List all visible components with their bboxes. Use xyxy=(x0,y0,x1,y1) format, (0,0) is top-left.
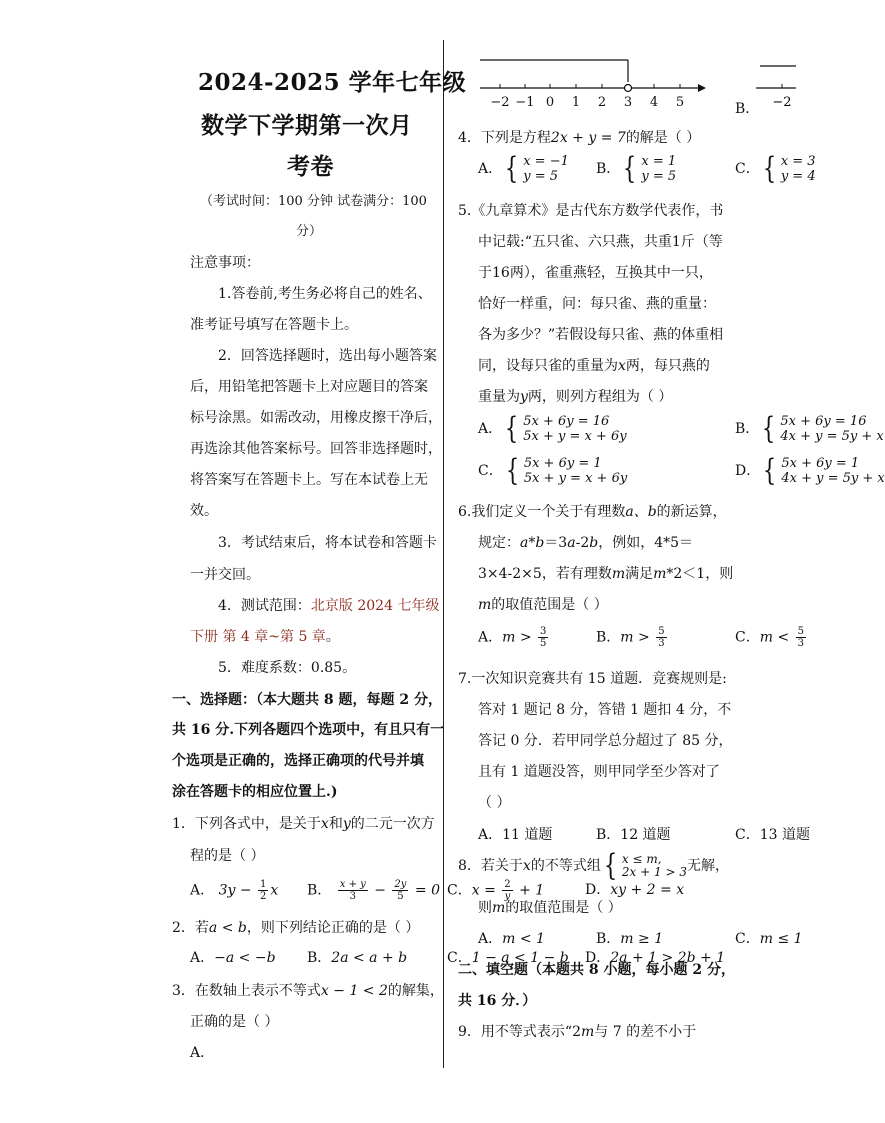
q8-option-a[interactable] xyxy=(478,928,545,948)
q2-option-d-expr: 2a + 1 > 2b + 1 xyxy=(610,950,726,966)
q5-c-row-2: 5x + y = x + 6y xyxy=(523,471,628,486)
title-line-1: 2024-2025 学年七年级 xyxy=(198,69,467,96)
q6-line-3-mid: 满足 xyxy=(625,566,654,582)
q6-var-a: a xyxy=(567,535,576,551)
q7-option-c-label: C． xyxy=(735,827,760,843)
q1-option-d-expr: xy + 2 = x xyxy=(610,882,685,898)
q4-option-c[interactable]: C． { x = 3 y = 4 xyxy=(735,151,816,186)
q5-line-7-pre: 重量为 xyxy=(478,389,520,405)
q2-stem xyxy=(172,917,419,937)
q7-option-b[interactable] xyxy=(596,824,671,844)
q6-option-b-frac xyxy=(656,626,666,649)
q1-option-a-label: A． xyxy=(190,882,215,899)
number-line-figure-b xyxy=(756,50,796,112)
q5-a-row-2: 5x + y = x + 6y xyxy=(523,429,627,444)
q2-option-a-expr: −a < −b xyxy=(214,950,276,966)
q2-option-c-label: C． xyxy=(447,950,472,966)
q4-c-row-1: x = 3 xyxy=(780,154,816,169)
q5-b-row-2: 4x + y = 5y + x xyxy=(780,429,884,444)
q2-option-b-expr: 2a < a + b xyxy=(331,950,408,966)
open-circle-icon xyxy=(625,85,632,92)
q8-option-b[interactable] xyxy=(596,928,663,948)
section-2-line-1: 二、填空题（本题共 8 小题，每小题 2 分， xyxy=(458,962,735,978)
q1-option-a-post: x xyxy=(270,882,279,899)
note-1-line-2: 准考证号填写在答题卡上。 xyxy=(190,317,358,333)
q6-var-m-2: m xyxy=(478,597,492,613)
section-1-line-3: 个选项是正确的，选择正确项的代号并填 xyxy=(172,753,424,769)
q8-option-c-label: C． xyxy=(735,931,760,947)
q1-option-b-frac-1 xyxy=(338,879,368,902)
q3-stem-post: 的解集， xyxy=(387,983,444,999)
q6-line-3-pre: 3×4-2×5，若有理数 xyxy=(478,566,612,582)
notes-heading: 注意事项： xyxy=(190,255,260,271)
note-4-line-1 xyxy=(218,595,439,615)
q6-option-c-frac xyxy=(796,626,806,649)
section-1-line-4: 涂在答题卡的相应位置上.) xyxy=(172,784,338,800)
q5-option-d-label: D． xyxy=(735,463,761,479)
q7-option-a-text: 11 道题 xyxy=(502,827,553,843)
q6-var-m: m xyxy=(611,566,626,582)
frac-num: 5 xyxy=(658,626,665,637)
q8-option-b-expr: m ≥ 1 xyxy=(620,931,664,947)
title-line-2: 数学下学期第一次月 xyxy=(201,112,413,139)
q8-var-x: x xyxy=(522,858,531,874)
q8-stem-post: 无解， xyxy=(686,858,729,874)
q7-option-a-label: A． xyxy=(478,827,503,843)
q2-option-c[interactable] xyxy=(447,947,569,967)
q5-option-a[interactable]: A． { 5x + 6y = 16 5x + y = x + 6y xyxy=(478,411,627,446)
frac-den: 2 xyxy=(260,891,267,902)
q1-stem-tail: 的二元一次方 xyxy=(350,816,435,832)
test-scope-text: 北京版 2024 七年级 xyxy=(310,598,440,614)
q1-option-a-pre: 3y − xyxy=(218,882,257,899)
q4-option-b[interactable]: B． { x = 1 y = 5 xyxy=(596,151,677,186)
q5-line-4: 恰好一样重，问：每只雀、燕的重量： xyxy=(478,296,716,312)
q5-option-b[interactable]: B． { 5x + 6y = 16 4x + y = 5y + x xyxy=(735,411,884,446)
q6-line-3 xyxy=(478,563,733,583)
note-2-line-1: 2．回答选择题时，选出每小题答案 xyxy=(218,348,437,364)
q7-line-5: （ ） xyxy=(478,795,511,811)
q3-option-b-label[interactable]: B． xyxy=(735,101,760,117)
q4-stem xyxy=(458,127,700,147)
frac-den: 5 xyxy=(397,891,404,902)
q6-line-2-mid: ＝3 xyxy=(544,535,568,551)
q6-definition: a*b xyxy=(520,535,545,551)
frac-num: 2y xyxy=(394,879,407,890)
q5-option-a-label: A． xyxy=(478,421,503,437)
q7-option-a[interactable] xyxy=(478,824,552,844)
q9-stem-pre: 9．用不等式表示“2 xyxy=(458,1024,581,1040)
q5-c-row-1: 5x + 6y = 1 xyxy=(523,456,602,471)
q5-line-6-pre: 同，设每只雀的重量为 xyxy=(478,358,618,374)
q1-option-d[interactable] xyxy=(585,879,684,899)
q8-stem-pre: 8．若关于 xyxy=(458,858,523,874)
q5-line-3: 于16两），雀重燕轻，互换其中一只， xyxy=(478,265,713,281)
q8-option-a-expr: m < 1 xyxy=(502,931,545,947)
q6-line-1 xyxy=(458,501,727,521)
q6-option-c-pre: m < xyxy=(759,629,794,646)
tick-label: 3 xyxy=(623,95,633,110)
q6-option-b[interactable] xyxy=(596,626,669,649)
q6-option-b-label: B． xyxy=(596,629,621,646)
q2-option-d[interactable] xyxy=(585,947,725,967)
frac-num: 2 xyxy=(504,879,511,890)
q8-option-a-label: A． xyxy=(478,931,503,947)
q7-line-2: 答对 1 题记 8 分，答错 1 题扣 4 分，不 xyxy=(478,702,732,718)
tick-label: −1 xyxy=(515,95,535,110)
q6-option-c[interactable] xyxy=(735,626,808,649)
q6-option-a-pre: m > xyxy=(502,629,537,646)
q1-and: 和 xyxy=(328,816,343,832)
q3-stem-pre: 3．在数轴上表示不等式 xyxy=(172,983,321,999)
q4-option-c-label: C． xyxy=(735,161,760,177)
q8-var-m: m xyxy=(492,900,506,916)
tick-label: −2 xyxy=(490,95,510,110)
q1-var-y: y xyxy=(342,816,351,832)
note-2-line-4: 再选涂其他答案标号。回答非选择题时， xyxy=(190,441,442,457)
q4-b-row-2: y = 5 xyxy=(641,169,677,184)
column-divider xyxy=(443,40,444,1068)
q7-line-4: 且有 1 道题没答，则甲同学至少答对了 xyxy=(478,764,720,780)
q5-line-7-post: 两，则列方程组为（ ） xyxy=(527,389,673,405)
q5-a-row-1: 5x + 6y = 16 xyxy=(523,414,610,429)
tick-label: 0 xyxy=(545,95,555,110)
q7-line-3: 答记 0 分．若甲同学总分超过了 85 分， xyxy=(478,733,733,749)
q1-stem-line-1 xyxy=(172,813,435,833)
q3-stem xyxy=(172,980,444,1000)
q9-stem-post: 与 7 的差不小于 xyxy=(594,1024,697,1040)
q5-line-7 xyxy=(478,386,672,406)
q1-option-b-minus: − xyxy=(369,882,391,899)
tick-label: 5 xyxy=(675,95,685,110)
q5-var-y: y xyxy=(520,389,528,405)
title-line-3: 考卷 xyxy=(287,153,334,180)
note-2-line-3: 标号涂黑。如需改动，用橡皮擦干净后， xyxy=(190,410,442,426)
q1-option-a[interactable] xyxy=(190,879,278,902)
q5-line-5: 各为多少？”若假设每只雀、燕的体重相 xyxy=(478,327,724,343)
q6-line-4 xyxy=(478,594,608,614)
q2-option-d-label: D． xyxy=(585,950,611,966)
q2-stem-math: a < b xyxy=(208,920,247,936)
q5-d-row-2: 4x + y = 5y + x xyxy=(781,471,885,486)
note-4-suffix: 。 xyxy=(325,629,340,645)
q5-option-d[interactable]: D． { 5x + 6y = 1 4x + y = 5y + x xyxy=(735,453,885,488)
tick-label: 1 xyxy=(571,95,581,110)
number-line-figure xyxy=(470,50,710,112)
q4-stem-math: 2x + y = 7 xyxy=(550,130,626,146)
q8-stem-mid: 的不等式组 xyxy=(530,858,601,874)
q6-option-a-frac xyxy=(538,626,548,649)
q1-var-x: x xyxy=(320,816,329,832)
note-2-line-2: 后，用铅笔把答题卡上对应题目的答案 xyxy=(190,379,428,395)
q1-option-b-frac-2 xyxy=(392,879,408,902)
q7-option-b-label: B． xyxy=(596,827,621,843)
q7-option-b-text: 12 道题 xyxy=(620,827,671,843)
q4-stem-pre: 4．下列是方程 xyxy=(458,130,551,146)
tick-label: −2 xyxy=(772,95,792,110)
test-scope-text-2: 下册 第 4 章~第 5 章 xyxy=(190,629,326,645)
q1-option-b-post: = 0 xyxy=(410,882,440,899)
q4-a-row-1: x = −1 xyxy=(523,154,569,169)
q6-line-1-pre: 6.我们定义一个关于有理数 xyxy=(458,504,626,520)
q6-option-a[interactable] xyxy=(478,626,550,649)
q7-option-c[interactable] xyxy=(735,824,810,844)
q3-option-a-label[interactable]: A． xyxy=(190,1045,215,1061)
frac-den: 5 xyxy=(540,638,547,649)
q1-option-c-post: + 1 xyxy=(514,882,545,899)
note-4-prefix: 4．测试范围： xyxy=(218,598,311,614)
frac-den: y xyxy=(504,891,511,902)
exam-info-line-1: （考试时间：100 分钟 试卷满分：100 xyxy=(200,194,427,209)
q2-option-a[interactable] xyxy=(190,947,276,967)
q1-stem-line-2: 程的是（ ） xyxy=(190,848,265,864)
q1-option-b-label: B． xyxy=(307,882,332,899)
q1-option-c-pre: x = xyxy=(471,882,501,899)
axis-arrow-icon xyxy=(698,84,706,92)
exam-info-line-2: 分） xyxy=(296,224,323,239)
q7-line-1: 7.一次知识竞赛共有 15 道题．竞赛规则是: xyxy=(458,671,727,687)
frac-den: 3 xyxy=(349,891,356,902)
q8-stem: 8．若关于x的不等式组 { x ≤ m, 2x + 1 > 3 无解， xyxy=(458,848,729,883)
frac-den: 3 xyxy=(797,638,804,649)
q2-option-c-expr: 1 − a < 1 − b xyxy=(471,950,569,966)
q6-cond-m: m xyxy=(653,566,667,582)
q6-option-c-label: C． xyxy=(735,629,760,646)
q1-option-a-frac xyxy=(258,879,268,902)
q8-option-b-label: B． xyxy=(596,931,621,947)
q4-b-row-1: x = 1 xyxy=(641,154,677,169)
q9-var-m: m xyxy=(580,1024,595,1040)
tick-label: 2 xyxy=(597,95,607,110)
q6-line-2-minus: -2 xyxy=(575,535,590,551)
section-2-line-2: 共 16 分．） xyxy=(458,993,537,1009)
q8-line-2-pre: 则 xyxy=(478,900,492,916)
note-5: 5．难度系数：0.85。 xyxy=(218,660,357,676)
q9-stem xyxy=(458,1021,696,1041)
q1-option-d-label: D． xyxy=(585,882,611,898)
note-4-line-2 xyxy=(190,626,340,646)
q5-var-x: x xyxy=(618,358,626,374)
q1-option-c-label: C． xyxy=(447,882,472,899)
q5-line-2: 中记载:“五只雀、六只燕，共重1斤（等 xyxy=(478,234,723,250)
q1-stem-text: 1．下列各式中，是关于 xyxy=(172,816,321,832)
q5-line-6 xyxy=(478,355,710,375)
section-1-line-2: 共 16 分.下列各题四个选项中，有且只有一 xyxy=(172,722,445,738)
q6-line-1-post: 的新运算， xyxy=(656,504,727,520)
q6-option-b-pre: m > xyxy=(620,629,655,646)
section-1-line-1: 一、选择题：（本大题共 8 题，每题 2 分， xyxy=(172,692,442,708)
frac-num: 5 xyxy=(797,626,804,637)
q8-line-2-post: 的取值范围是（ ） xyxy=(505,900,622,916)
q8-option-c-expr: m ≤ 1 xyxy=(759,931,803,947)
q8-row-2: 2x + 1 > 3 xyxy=(621,865,687,879)
q4-option-a-label: A． xyxy=(478,161,503,177)
frac-num: x + y xyxy=(339,879,366,890)
q6-line-4-post: 的取值范围是（ ） xyxy=(491,597,608,613)
q3-stem-line-2: 正确的是（ ） xyxy=(190,1014,279,1030)
frac-num: 3 xyxy=(540,626,547,637)
q2-option-b-label: B． xyxy=(307,950,332,966)
q2-stem-post: ，则下列结论正确的是（ ） xyxy=(246,920,420,936)
q6-line-2 xyxy=(478,532,693,552)
q6-line-2-pre: 规定： xyxy=(478,535,520,551)
q2-stem-pre: 2．若 xyxy=(172,920,209,936)
frac-num: 1 xyxy=(260,879,267,890)
q6-vars: a、b xyxy=(625,504,657,520)
q3-stem-math: x − 1 < 2 xyxy=(320,983,388,999)
q1-option-b[interactable] xyxy=(307,879,440,902)
q8-option-c[interactable] xyxy=(735,928,803,948)
q5-line-6-post: 两，每只燕的 xyxy=(625,358,710,374)
q6-line-3-post: *2＜1，则 xyxy=(666,566,734,582)
note-1-line-1: 1.答卷前,考生务必将自己的姓名、 xyxy=(218,286,432,302)
q2-option-a-label: A． xyxy=(190,950,215,966)
q8-row-1: x ≤ m, xyxy=(621,852,662,866)
q5-option-b-label: B． xyxy=(735,421,760,437)
q5-b-row-1: 5x + 6y = 16 xyxy=(780,414,867,429)
q4-a-row-2: y = 5 xyxy=(523,169,558,184)
q5-option-c[interactable]: C． { 5x + 6y = 1 5x + y = x + 6y xyxy=(478,453,628,488)
q6-option-a-label: A． xyxy=(478,629,503,646)
note-2-line-6: 效。 xyxy=(190,503,218,519)
q2-option-b[interactable] xyxy=(307,947,407,967)
q5-option-c-label: C． xyxy=(478,463,503,479)
q5-line-1: 5.《九章算术》是古代东方数学代表作，书 xyxy=(458,203,724,219)
q5-d-row-1: 5x + 6y = 1 xyxy=(781,456,860,471)
tick-label: 4 xyxy=(649,95,659,110)
q4-stem-post: 的解是（ ） xyxy=(625,130,701,146)
note-3-line-1: 3．考试结束后，将本试卷和答题卡 xyxy=(218,535,437,551)
frac-den: 3 xyxy=(658,638,665,649)
q4-option-b-label: B． xyxy=(596,161,621,177)
q7-option-c-text: 13 道题 xyxy=(759,827,810,843)
q4-option-a[interactable]: A． { x = −1 y = 5 xyxy=(478,151,569,186)
note-3-line-2: 一并交回。 xyxy=(190,567,260,583)
q6-var-b: b xyxy=(589,535,599,551)
q8-line-2 xyxy=(478,897,622,917)
q6-line-2-post: ，例如，4*5＝ xyxy=(598,535,694,551)
note-2-line-5: 将答案写在答题卡上。写在本试卷上无 xyxy=(190,472,428,488)
q4-c-row-2: y = 4 xyxy=(780,169,816,184)
